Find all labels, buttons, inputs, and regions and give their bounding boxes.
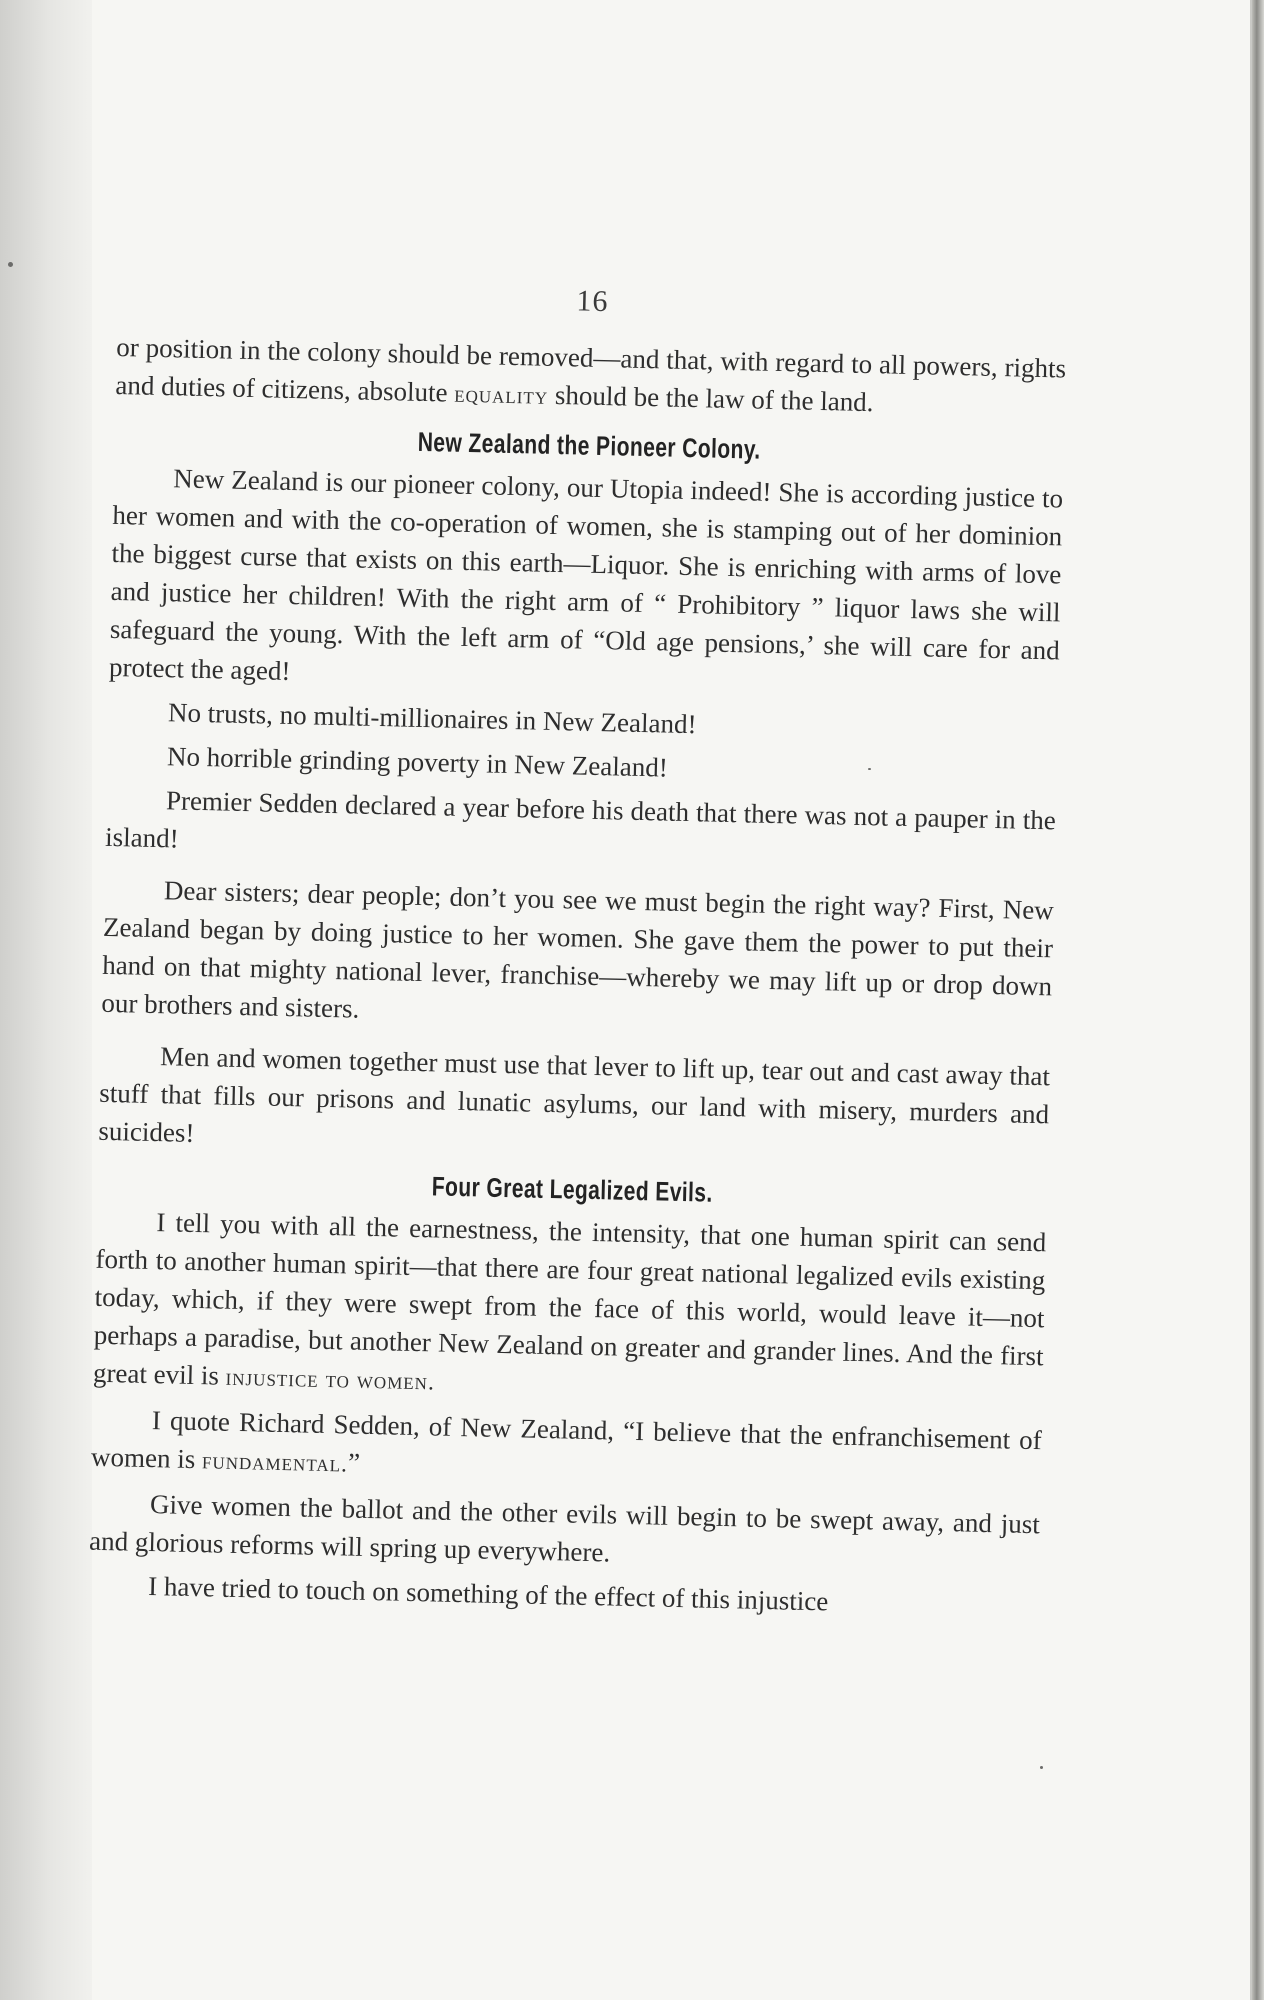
section-heading-legalized-evils: Four Great Legalized Evils. bbox=[431, 1171, 714, 1208]
paragraph: No horrible grinding poverty in New Zealand! bbox=[166, 741, 669, 783]
emphasis-fundamental: fundamental. bbox=[201, 1448, 349, 1478]
paragraph-text: I quote Richard Sedden, of New Zealand, “I believe that the enfranchisement of women is bbox=[90, 1405, 1043, 1475]
continued-text-end: should be the law of the land. bbox=[547, 379, 874, 418]
paragraph: New Zealand is our pioneer colony, our Utopia indeed! She is according justice to her women and with the co-operation of women, she is stamping out of her dominion the biggest curse that exists on this earth—Liquor. She is enriching with arms of love and justice her children! With the right arm of “ Prohibitory ” liquor laws she will safeguard the young. With the left arm of “Old age pensions,’ she will care for and protect the aged! bbox=[108, 463, 1064, 687]
emphasis-equality: equality bbox=[453, 381, 549, 410]
dust-speck bbox=[1040, 1766, 1043, 1769]
page-number: 16 bbox=[576, 284, 609, 319]
paragraph: Give women the ballot and the other evils will begin to be swept away, and just and glorious reforms will spring up everywhere. bbox=[88, 1489, 1041, 1568]
paragraph: Dear sisters; dear people; don’t you see we must begin the right way? First, New Zealand began by doing justice to her women. She gave them the power to put their hand on that mighty national lever, franchise—whereby we may lift up or drop down our brothers and sisters. bbox=[101, 875, 1055, 1024]
continued-paragraph bbox=[115, 328, 1067, 428]
continued-text: or position in the colony should be removed—and that, with regard to all powers, rights and duties of citizens, absolute bbox=[115, 331, 1067, 408]
paragraph: No trusts, no multi-millionaires in New Zealand! bbox=[167, 697, 697, 740]
paragraph-text: I tell you with all the earnestness, the intensity, that one human spirit can send forth to another human spirit—that there are four great national legalized evils existing today, which, if they were swept from the face of this world, would leave it—not perhaps a paradise, but another New Zealand on greater and grander lines. And the first great evil is bbox=[92, 1207, 1047, 1391]
paragraph: I have tried to touch on something of the effect of this injustice bbox=[147, 1571, 829, 1617]
paragraph bbox=[91, 1400, 1043, 1500]
paragraph bbox=[93, 1202, 1047, 1416]
page-text-column bbox=[88, 272, 1068, 1631]
emphasis-injustice: injustice to women. bbox=[225, 1364, 436, 1396]
dust-speck bbox=[8, 262, 13, 267]
section-heading-pioneer-colony: New Zealand the Pioneer Colony. bbox=[417, 426, 761, 465]
scan-margin-left bbox=[0, 0, 92, 2000]
paragraph: Premier Sedden declared a year before his death that there was not a pauper in the island! bbox=[104, 785, 1057, 854]
scan-margin-right bbox=[1252, 0, 1264, 2000]
closing-quote: ” bbox=[347, 1447, 361, 1478]
paragraph: Men and women together must use that lever to lift up, tear out and cast away that stuff that fills our prisons and lunatic asylums, our land with misery, murders and suicides! bbox=[98, 1041, 1051, 1148]
